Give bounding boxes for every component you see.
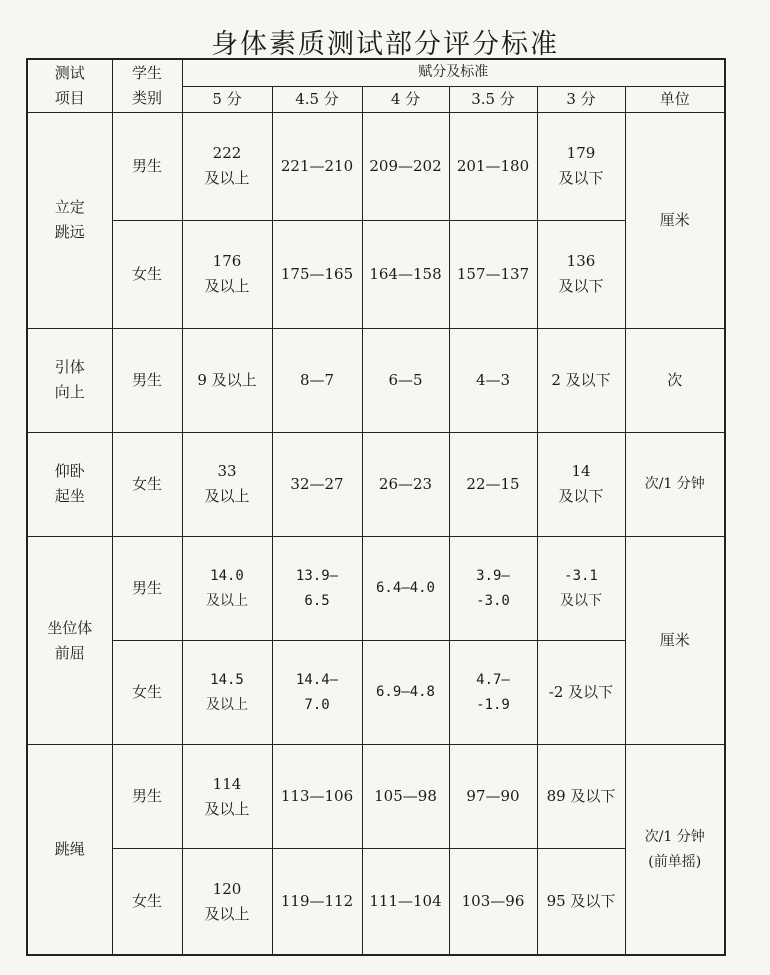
unit-cell: 厘米 bbox=[625, 536, 725, 744]
table-row bbox=[27, 328, 725, 432]
score-cell: 26—23 bbox=[362, 432, 449, 536]
unit-cell: 次/1 分钟 bbox=[625, 432, 725, 536]
category-cell: 女生 bbox=[112, 220, 182, 328]
score-cell: 22—15 bbox=[449, 432, 537, 536]
score-cell: 4.7— -1.9 bbox=[449, 641, 537, 745]
header-project: 测试 项目 bbox=[27, 59, 112, 112]
unit-cell: 次 bbox=[625, 328, 725, 432]
category-cell: 男生 bbox=[112, 536, 182, 640]
score-cell: 136 及以下 bbox=[537, 220, 625, 328]
table-row bbox=[27, 849, 725, 955]
score-cell: 119—112 bbox=[272, 849, 362, 955]
score-cell: 13.9— 6.5 bbox=[272, 536, 362, 640]
category-cell: 男生 bbox=[112, 328, 182, 432]
category-cell: 女生 bbox=[112, 849, 182, 955]
category-cell: 男生 bbox=[112, 745, 182, 849]
table-row bbox=[27, 220, 725, 328]
unit-cell: 次/1 分钟 (前单摇) bbox=[625, 745, 725, 955]
category-cell: 女生 bbox=[112, 432, 182, 536]
score-cell: 105—98 bbox=[362, 745, 449, 849]
table-row bbox=[27, 745, 725, 849]
score-cell: 222 及以上 bbox=[182, 112, 272, 220]
score-cell: 4—3 bbox=[449, 328, 537, 432]
score-cell: 14.0 及以上 bbox=[182, 536, 272, 640]
table-row bbox=[27, 112, 725, 220]
header-score-3: 3 分 bbox=[537, 86, 625, 112]
score-cell: 113—106 bbox=[272, 745, 362, 849]
score-cell: 111—104 bbox=[362, 849, 449, 955]
score-cell: 157—137 bbox=[449, 220, 537, 328]
score-cell: 3.9— -3.0 bbox=[449, 536, 537, 640]
score-cell: 114 及以上 bbox=[182, 745, 272, 849]
score-cell: 32—27 bbox=[272, 432, 362, 536]
table-row bbox=[27, 536, 725, 640]
score-cell: 164—158 bbox=[362, 220, 449, 328]
score-cell: 209—202 bbox=[362, 112, 449, 220]
unit-cell: 厘米 bbox=[625, 112, 725, 328]
header-score-3-5: 3.5 分 bbox=[449, 86, 537, 112]
scoring-table bbox=[26, 58, 726, 956]
score-cell: 97—90 bbox=[449, 745, 537, 849]
header-unit: 单位 bbox=[625, 86, 725, 112]
table-row bbox=[27, 641, 725, 745]
item-pullup: 引体 向上 bbox=[27, 328, 112, 432]
score-cell: 2 及以下 bbox=[537, 328, 625, 432]
score-cell: -2 及以下 bbox=[537, 641, 625, 745]
score-cell: 120 及以上 bbox=[182, 849, 272, 955]
score-cell: 9 及以上 bbox=[182, 328, 272, 432]
score-cell: 95 及以下 bbox=[537, 849, 625, 955]
score-cell: 89 及以下 bbox=[537, 745, 625, 849]
header-score-4: 4 分 bbox=[362, 86, 449, 112]
category-cell: 男生 bbox=[112, 112, 182, 220]
item-situp: 仰卧 起坐 bbox=[27, 432, 112, 536]
item-jump-rope: 跳绳 bbox=[27, 745, 112, 955]
table-row bbox=[27, 432, 725, 536]
score-cell: 179 及以下 bbox=[537, 112, 625, 220]
score-cell: 14.4— 7.0 bbox=[272, 641, 362, 745]
score-cell: 14.5 及以上 bbox=[182, 641, 272, 745]
score-cell: 33 及以上 bbox=[182, 432, 272, 536]
item-standing-jump: 立定 跳远 bbox=[27, 112, 112, 328]
header-score-4-5: 4.5 分 bbox=[272, 86, 362, 112]
score-cell: 176 及以上 bbox=[182, 220, 272, 328]
page-title: 身体素质测试部分评分标准 bbox=[211, 29, 559, 60]
score-cell: 221—210 bbox=[272, 112, 362, 220]
header-score-group: 赋分及标准 bbox=[182, 59, 725, 86]
score-cell: 175—165 bbox=[272, 220, 362, 328]
score-cell: 6—5 bbox=[362, 328, 449, 432]
score-cell: 8—7 bbox=[272, 328, 362, 432]
score-cell: -3.1 及以下 bbox=[537, 536, 625, 640]
score-cell: 103—96 bbox=[449, 849, 537, 955]
category-cell: 女生 bbox=[112, 641, 182, 745]
score-cell: 14 及以下 bbox=[537, 432, 625, 536]
header-score-5: 5 分 bbox=[182, 86, 272, 112]
score-cell: 201—180 bbox=[449, 112, 537, 220]
score-cell: 6.4—4.0 bbox=[362, 536, 449, 640]
item-sit-reach: 坐位体 前屈 bbox=[27, 536, 112, 744]
score-cell: 6.9—4.8 bbox=[362, 641, 449, 745]
header-category: 学生 类别 bbox=[112, 59, 182, 112]
